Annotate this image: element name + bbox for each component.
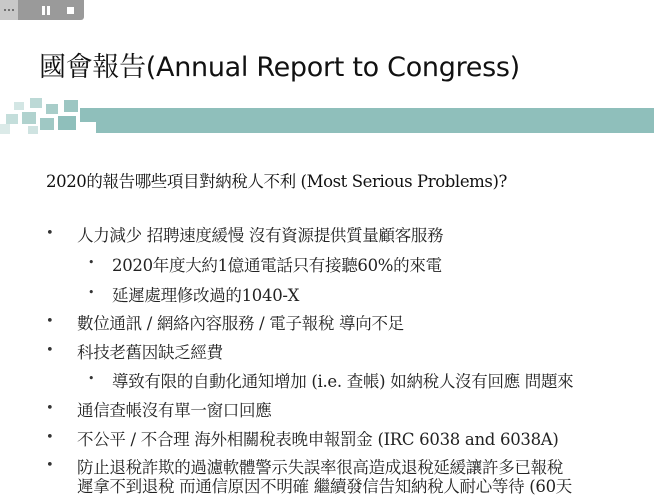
bullet-marker: • (46, 430, 54, 445)
bullet-marker: • (46, 343, 54, 358)
sub-bullet-marker: • (88, 286, 95, 299)
bullet-item: 人力減少 招聘速度緩慢 沒有資源提供質量顧客服務 (77, 226, 444, 245)
bullet-item: 防止退稅詐欺的過濾軟體警示失誤率很高造成退稅延緩讓許多已報稅 (77, 458, 564, 477)
decorative-mosaic (0, 96, 96, 136)
stop-button[interactable] (60, 0, 80, 20)
drag-dots-icon (4, 9, 14, 11)
pause-button[interactable] (36, 0, 56, 20)
bullet-marker: • (46, 226, 54, 241)
media-control-bar (0, 0, 84, 20)
sub-bullet-marker: • (88, 256, 95, 269)
bullet-marker: • (46, 458, 54, 473)
slide-title: 國會報告(Annual Report to Congress) (39, 52, 520, 83)
sub-bullet-item: 延遲處理修改過的1040-X (112, 286, 300, 305)
bullet-item: 數位通訊 / 網絡內容服務 / 電子報稅 導向不足 (77, 314, 404, 333)
sub-bullet-item: 導致有限的自動化通知增加 (i.e. 查帳) 如納稅人沒有回應 問題來 (112, 372, 574, 391)
bullet-marker: • (46, 401, 54, 416)
bullet-item-continuation: 遲拿不到退稅 而通信原因不明確 繼續發信告知納稅人耐心等待 (60天 (77, 477, 572, 496)
sub-bullet-item: 2020年度大約1億通電話只有接聽60%的來電 (112, 256, 442, 275)
pause-icon (42, 6, 50, 15)
bullet-item: 通信查帳沒有單一窗口回應 (77, 401, 272, 420)
bullet-marker: • (46, 314, 54, 329)
sub-bullet-marker: • (88, 372, 95, 385)
slide-subtitle: 2020的報告哪些項目對納稅人不利 (Most Serious Problems)? (46, 172, 507, 191)
accent-band (96, 108, 654, 133)
drag-handle-button[interactable] (0, 0, 18, 20)
bullet-item: 科技老舊因缺乏經費 (77, 343, 223, 362)
stop-icon (67, 7, 74, 14)
bullet-item: 不公平 / 不合理 海外相關稅表晚申報罰金 (IRC 6038 and 6038A) (77, 430, 559, 449)
